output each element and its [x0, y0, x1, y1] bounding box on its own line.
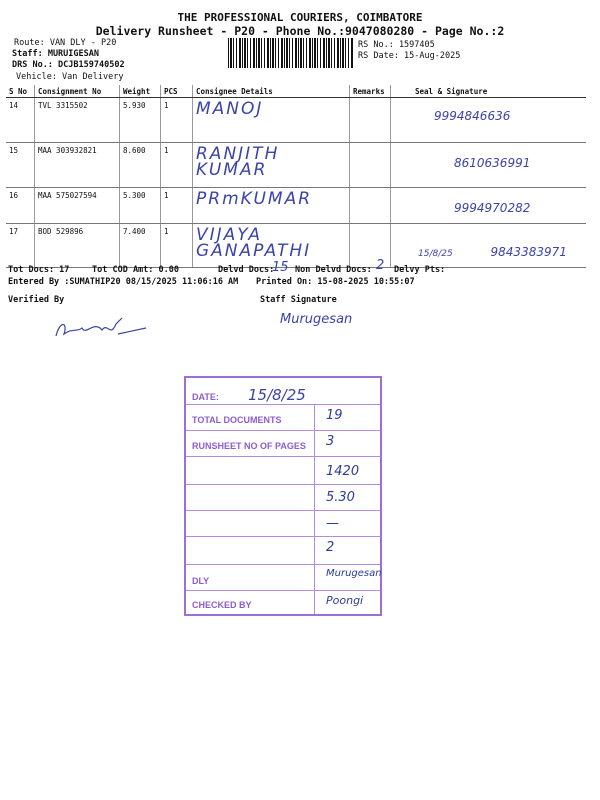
row-sno: 17 [6, 224, 35, 268]
row-remarks [350, 188, 391, 224]
staff-signature: Murugesan [280, 312, 353, 327]
stamp-row-label: DLY [192, 576, 210, 586]
row-remarks [350, 143, 391, 188]
row-consignment: MAA 303932821 [35, 143, 120, 188]
col-weight: Weight [120, 85, 161, 98]
drs-number: DRS No.: DCJB159740502 [12, 60, 125, 70]
row-consignment: TVL 3315502 [35, 98, 120, 143]
row-signature [391, 188, 587, 224]
row-pcs: 1 [161, 98, 193, 143]
delivered-docs-label: Delvd Docs: [218, 265, 275, 275]
row-weight: 5.300 [120, 188, 161, 224]
stamp-row-value: 19 [326, 408, 343, 423]
staff-text: Staff: MURUIGESAN [12, 49, 99, 59]
rs-date: RS Date: 15-Aug-2025 [358, 51, 461, 61]
row-weight: 5.930 [120, 98, 161, 143]
entered-by: Entered By :SUMATHIP20 08/15/2025 11:06:16 AM [8, 277, 239, 287]
row-signature-phone: 8610636991 [454, 156, 531, 170]
row-consignee: MANOJ [193, 98, 350, 143]
row-sno: 16 [6, 188, 35, 224]
staff-signature-label: Staff Signature [260, 295, 337, 305]
vehicle-text: Vehicle: Van Delivery [16, 72, 124, 82]
row-pcs: 1 [161, 188, 193, 224]
row-sno: 15 [6, 143, 35, 188]
stamp-row-value: — [326, 516, 339, 531]
route-text: Route: VAN DLY - P20 [14, 38, 117, 48]
barcode-image [228, 38, 354, 68]
rs-number: RS No.: 1597405 [358, 40, 435, 50]
row-weight: 7.400 [120, 224, 161, 268]
row-consignee: PRmKUMAR [193, 188, 350, 224]
col-consignment: Consignment No [35, 85, 120, 98]
delivered-docs-value: 15 [272, 260, 289, 275]
stamp-row-value: 1420 [326, 464, 360, 479]
row-consignment: BOD 529896 [35, 224, 120, 268]
row-consignee: VIJAYA GANAPATHI [193, 224, 350, 268]
row-signature [391, 143, 587, 188]
delivery-points: Delvy Pts: [394, 265, 446, 275]
table-row [6, 98, 586, 143]
stamp-row-value: 2 [326, 540, 335, 555]
verified-by-label: Verified By [8, 295, 65, 305]
col-consignee: Consignee Details [193, 85, 350, 98]
row-consignee: RANJITH KUMAR [193, 143, 350, 188]
col-signature: Seal & Signature [391, 85, 587, 98]
table-header-row [6, 85, 586, 98]
non-delivered-value: 2 [376, 258, 385, 273]
row-remarks [350, 98, 391, 143]
row-pcs: 1 [161, 224, 193, 268]
runsheet-table [6, 85, 586, 268]
row-signature-phone: 9843383971 [490, 245, 567, 259]
printed-on: Printed On: 15-08-2025 10:55:07 [256, 277, 415, 287]
table-row [6, 143, 586, 188]
runsheet-title: Delivery Runsheet - P20 - Phone No.:9047080280 - Page No.:2 [95, 24, 505, 38]
row-signature-date: 15/8/25 [418, 249, 453, 259]
col-pcs: PCS [161, 85, 193, 98]
stamp-date-value: 15/8/25 [248, 386, 306, 404]
row-remarks [350, 224, 391, 268]
stamp-row-label: RUNSHEET NO OF PAGES [192, 441, 306, 451]
stamp-date-label: DATE: [192, 392, 219, 402]
company-name: THE PROFESSIONAL COURIERS, COIMBATORE [177, 11, 423, 24]
row-sno: 14 [6, 98, 35, 143]
verification-stamp [184, 376, 382, 616]
stamp-row-value: 5.30 [326, 490, 355, 505]
row-weight: 8.600 [120, 143, 161, 188]
row-signature [391, 224, 587, 268]
col-sno: S No [6, 85, 35, 98]
row-signature-phone: 9994846636 [434, 109, 511, 123]
table-row [6, 224, 586, 268]
row-signature-phone: 9994970282 [454, 201, 531, 215]
stamp-row-value: Murugesan [326, 568, 382, 579]
table-row [6, 188, 586, 224]
row-consignment: MAA 575027594 [35, 188, 120, 224]
non-delivered-label: Non Delvd Docs: [295, 265, 372, 275]
stamp-row-label: CHECKED BY [192, 600, 252, 610]
verifier-signature [50, 308, 150, 344]
stamp-row-label: TOTAL DOCUMENTS [192, 415, 282, 425]
total-cod: Tot COD Amt: 0.00 [92, 265, 179, 275]
row-signature [391, 98, 587, 143]
row-pcs: 1 [161, 143, 193, 188]
stamp-row-value: Poongi [326, 594, 364, 607]
total-docs: Tot Docs: 17 [8, 265, 70, 275]
stamp-row-value: 3 [326, 434, 335, 449]
col-remarks: Remarks [350, 85, 391, 98]
